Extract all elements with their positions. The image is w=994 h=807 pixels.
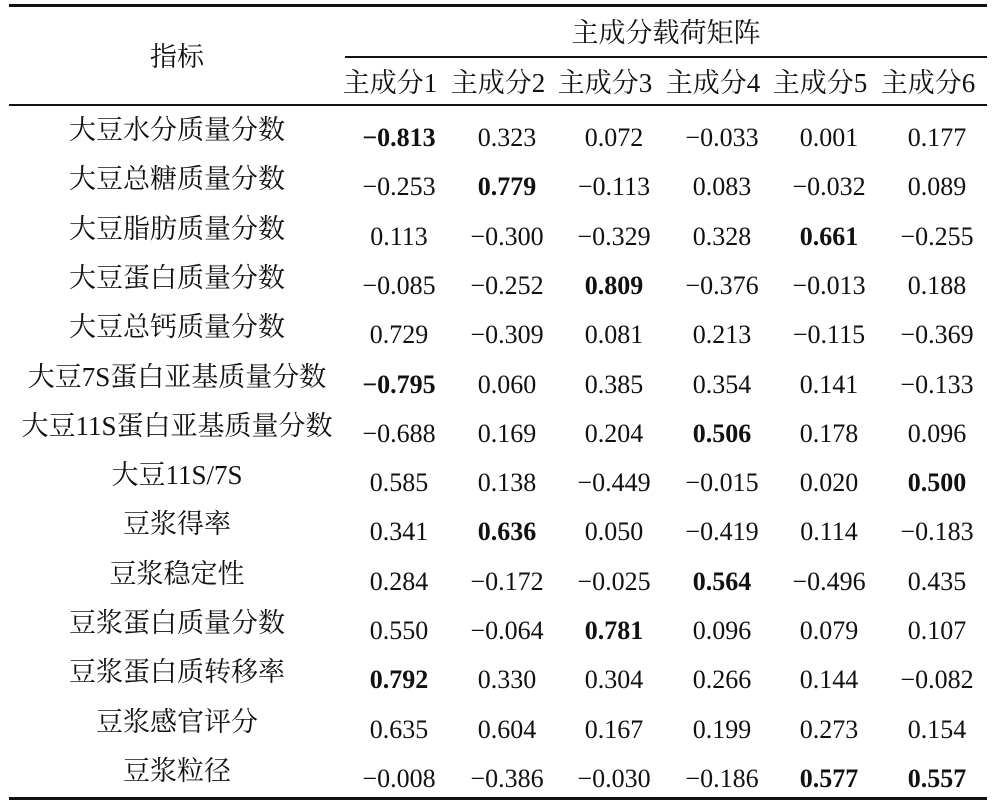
header-bottom-rule bbox=[9, 104, 987, 106]
component-header-4: 主成分4 bbox=[665, 68, 761, 98]
row-label: 大豆蛋白质量分数 bbox=[69, 262, 285, 293]
loading-value-cell: −0.309 bbox=[470, 320, 544, 350]
row-label: 大豆11S/7S bbox=[111, 460, 243, 491]
loading-value-cell: 0.661 bbox=[799, 221, 859, 251]
loading-value-cell: 0.330 bbox=[477, 665, 537, 695]
loading-value-cell: 0.169 bbox=[477, 418, 537, 448]
loading-value-cell: −0.015 bbox=[685, 468, 759, 498]
loading-value-cell: −0.115 bbox=[792, 320, 866, 350]
loading-value-cell: 0.557 bbox=[907, 763, 967, 793]
loading-value-cell: −0.369 bbox=[900, 320, 974, 350]
row-label: 豆浆感官评分 bbox=[96, 706, 258, 737]
table-row bbox=[9, 749, 987, 798]
loading-value-cell: 0.072 bbox=[584, 123, 644, 152]
loading-value-cell: 0.779 bbox=[477, 172, 537, 202]
table-row bbox=[9, 700, 987, 749]
row-label: 大豆7S蛋白亚基质量分数 bbox=[27, 361, 327, 392]
loading-value-cell: 0.304 bbox=[584, 665, 644, 695]
loading-value-cell: 0.096 bbox=[692, 616, 752, 645]
table-bottom-rule bbox=[9, 797, 987, 800]
loading-value-cell: −0.329 bbox=[577, 221, 651, 251]
table-row bbox=[9, 404, 987, 453]
loading-value-cell: −0.186 bbox=[685, 763, 759, 793]
table-row bbox=[9, 256, 987, 305]
loading-value-cell: −0.253 bbox=[362, 172, 436, 202]
loading-value-cell: 0.273 bbox=[799, 714, 859, 744]
row-label: 大豆总钙质量分数 bbox=[69, 312, 285, 343]
loading-value-cell: 0.550 bbox=[369, 616, 429, 645]
row-label: 大豆总糖质量分数 bbox=[69, 164, 285, 195]
loading-value-cell: −0.419 bbox=[685, 517, 759, 547]
loading-value-cell: 0.266 bbox=[692, 665, 752, 695]
component-header-2: 主成分2 bbox=[450, 68, 546, 98]
table-row bbox=[9, 650, 987, 699]
loading-value-cell: 0.781 bbox=[584, 616, 644, 645]
loading-value-cell: 0.385 bbox=[584, 369, 644, 399]
loading-value-cell: 0.323 bbox=[477, 123, 537, 152]
loading-value-cell: −0.113 bbox=[577, 172, 651, 202]
loading-value-cell: −0.064 bbox=[470, 616, 544, 645]
loading-value-cell: 0.144 bbox=[799, 665, 859, 695]
loading-value-cell: 0.328 bbox=[692, 221, 752, 251]
row-label: 豆浆粒径 bbox=[123, 755, 231, 786]
table-row bbox=[9, 601, 987, 650]
loading-value-cell: 0.199 bbox=[692, 714, 752, 744]
group-header-rule bbox=[345, 56, 987, 58]
loading-value-cell: 0.564 bbox=[692, 566, 752, 596]
loading-value-cell: −0.033 bbox=[685, 123, 759, 152]
loading-value-cell: 0.089 bbox=[907, 172, 967, 202]
loading-value-cell: −0.032 bbox=[792, 172, 866, 202]
component-header-1: 主成分1 bbox=[342, 68, 438, 98]
row-label: 豆浆稳定性 bbox=[109, 558, 245, 589]
row-label: 豆浆得率 bbox=[123, 509, 231, 540]
loading-value-cell: 0.354 bbox=[692, 369, 752, 399]
component-header-3: 主成分3 bbox=[557, 68, 653, 98]
loading-value-cell: 0.435 bbox=[907, 566, 967, 596]
loading-value-cell: −0.082 bbox=[900, 665, 974, 695]
loading-value-cell: 0.577 bbox=[799, 763, 859, 793]
loading-value-cell: −0.376 bbox=[685, 270, 759, 300]
table-row bbox=[9, 108, 987, 157]
loading-value-cell: −0.025 bbox=[577, 566, 651, 596]
loading-value-cell: 0.204 bbox=[584, 418, 644, 448]
component-header-6: 主成分6 bbox=[880, 68, 976, 98]
loading-value-cell: 0.178 bbox=[799, 418, 859, 448]
loading-value-cell: 0.138 bbox=[477, 468, 537, 498]
loading-value-cell: 0.213 bbox=[692, 320, 752, 350]
table-row bbox=[9, 207, 987, 256]
table-row bbox=[9, 552, 987, 601]
loading-value-cell: −0.013 bbox=[792, 270, 866, 300]
loading-value-cell: −0.688 bbox=[362, 418, 436, 448]
loading-value-cell: −0.386 bbox=[470, 763, 544, 793]
loading-value-cell: 0.079 bbox=[799, 616, 859, 645]
loading-value-cell: 0.636 bbox=[477, 517, 537, 547]
component-header-5: 主成分5 bbox=[772, 68, 868, 98]
loading-value-cell: 0.729 bbox=[369, 320, 429, 350]
row-label: 大豆脂肪质量分数 bbox=[69, 213, 285, 244]
loading-value-cell: 0.154 bbox=[907, 714, 967, 744]
table-row bbox=[9, 355, 987, 404]
loading-value-cell: −0.133 bbox=[900, 369, 974, 399]
loading-value-cell: 0.020 bbox=[799, 468, 859, 498]
component-group-header: 主成分载荷矩阵 bbox=[571, 18, 761, 48]
loading-value-cell: 0.188 bbox=[907, 270, 967, 300]
loading-value-cell: −0.030 bbox=[577, 763, 651, 793]
loading-value-cell: 0.500 bbox=[907, 468, 967, 498]
loading-value-cell: 0.585 bbox=[369, 468, 429, 498]
loading-value-cell: 0.114 bbox=[800, 517, 858, 547]
loading-value-cell: 0.083 bbox=[692, 172, 752, 202]
table-row bbox=[9, 453, 987, 502]
loading-value-cell: −0.795 bbox=[362, 369, 436, 399]
loading-value-cell: −0.496 bbox=[792, 566, 866, 596]
row-label: 豆浆蛋白质转移率 bbox=[69, 657, 285, 688]
loading-value-cell: 0.809 bbox=[584, 270, 644, 300]
row-label: 大豆水分质量分数 bbox=[69, 115, 285, 145]
loading-value-cell: 0.141 bbox=[799, 369, 859, 399]
table-row bbox=[9, 157, 987, 206]
table-row bbox=[9, 305, 987, 354]
loading-value-cell: 0.604 bbox=[477, 714, 537, 744]
loading-value-cell: 0.001 bbox=[799, 123, 859, 152]
loading-value-cell: 0.113 bbox=[370, 221, 428, 251]
loading-value-cell: 0.060 bbox=[477, 369, 537, 399]
loading-value-cell: −0.252 bbox=[470, 270, 544, 300]
index-column-header: 指标 bbox=[150, 42, 204, 72]
table-row bbox=[9, 502, 987, 551]
loading-value-cell: 0.081 bbox=[584, 320, 644, 350]
loading-value-cell: −0.255 bbox=[900, 221, 974, 251]
loading-value-cell: −0.085 bbox=[362, 270, 436, 300]
loading-value-cell: −0.813 bbox=[362, 123, 436, 152]
row-label: 豆浆蛋白质量分数 bbox=[69, 608, 285, 638]
loading-value-cell: 0.167 bbox=[584, 714, 644, 744]
loading-value-cell: −0.172 bbox=[470, 566, 544, 596]
loading-value-cell: 0.050 bbox=[584, 517, 644, 547]
loading-value-cell: 0.792 bbox=[369, 665, 429, 695]
loading-value-cell: −0.300 bbox=[470, 221, 544, 251]
loading-value-cell: 0.096 bbox=[907, 418, 967, 448]
loading-value-cell: 0.177 bbox=[907, 123, 967, 152]
loading-value-cell: 0.341 bbox=[369, 517, 429, 547]
loading-value-cell: 0.107 bbox=[907, 616, 967, 645]
loading-value-cell: 0.506 bbox=[692, 418, 752, 448]
row-label: 大豆11S蛋白亚基质量分数 bbox=[21, 410, 333, 441]
loading-value-cell: −0.449 bbox=[577, 468, 651, 498]
loading-value-cell: 0.635 bbox=[369, 714, 429, 744]
loading-value-cell: 0.284 bbox=[369, 566, 429, 596]
table-top-rule bbox=[9, 4, 987, 7]
loading-value-cell: −0.183 bbox=[900, 517, 974, 547]
loading-value-cell: −0.008 bbox=[362, 763, 436, 793]
